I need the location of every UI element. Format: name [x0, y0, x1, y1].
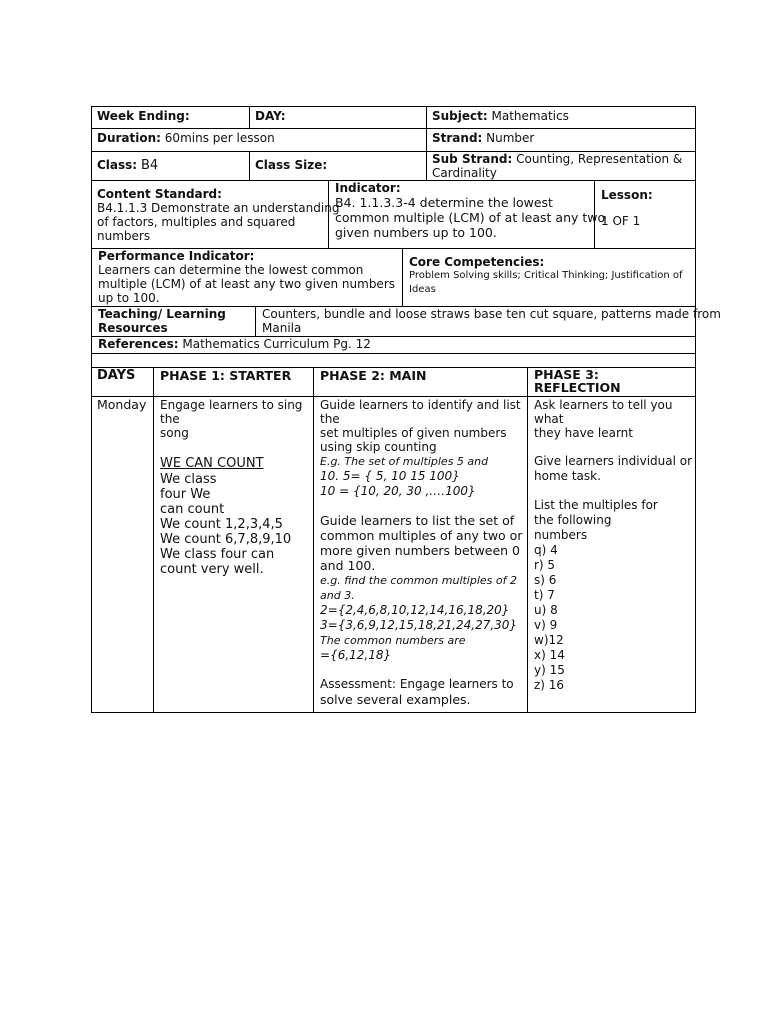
- week-ending-cell: [91, 106, 249, 129]
- sub-strand-value-cont: Cardinality: [432, 166, 497, 180]
- list-item: q) 4: [534, 543, 558, 557]
- resources-label-cont: Resources: [98, 321, 168, 335]
- song-line: We class: [160, 472, 217, 487]
- reflection-line: List the multiples for: [534, 498, 658, 512]
- main-example-line: 2={2,4,6,8,10,12,14,16,18,20}: [320, 603, 510, 617]
- sub-strand-label: Sub Strand:: [432, 152, 513, 166]
- strand-label: Strand:: [432, 131, 483, 145]
- class-label: Class:: [97, 158, 138, 172]
- list-item: y) 15: [534, 663, 565, 677]
- days-header-cell: [91, 368, 153, 397]
- main-cell: [313, 397, 527, 713]
- main-example-line: The common numbers are: [320, 634, 466, 647]
- list-item: r) 5: [534, 558, 556, 572]
- class-value: B4: [140, 158, 159, 173]
- references-cell: [91, 337, 696, 354]
- starter-intro-line: Engage learners to sing: [160, 398, 303, 412]
- song-line: can count: [160, 502, 225, 517]
- list-item: w)12: [534, 633, 564, 647]
- phase3-header-cont: REFLECTION: [534, 380, 621, 395]
- content-standard-cell: [91, 181, 340, 249]
- indicator-line: B4. 1.1.3.3-4 determine the lowest: [335, 195, 553, 210]
- duration-cell: [91, 129, 426, 152]
- class-cell: [91, 152, 249, 181]
- main-example-line: 10. 5= { 5, 10 15 100}: [320, 469, 460, 483]
- day-cell-monday: [91, 397, 153, 713]
- phase1-header-cell: [153, 368, 313, 397]
- core-competencies-label: Core Competencies:: [409, 255, 545, 269]
- main-example-line: 3={3,6,9,12,15,18,21,24,27,30}: [320, 618, 518, 632]
- starter-intro-line: the: [160, 412, 180, 426]
- resources-label: Teaching/ Learning: [98, 307, 226, 321]
- class-size-cell: [249, 152, 426, 181]
- indicator-label: Indicator:: [335, 181, 401, 195]
- list-item: x) 14: [534, 648, 565, 662]
- strand-cell: [426, 129, 696, 152]
- duration-value: 60mins per lesson: [164, 131, 275, 145]
- performance-indicator-line: multiple (LCM) of at least any two given numbers: [98, 277, 395, 291]
- performance-indicator-line: Learners can determine the lowest common: [98, 263, 364, 277]
- list-item: u) 8: [534, 603, 558, 617]
- core-competencies-line: Problem Solving skills; Critical Thinking; Justification of: [409, 270, 683, 281]
- spacer-row: [91, 354, 696, 368]
- main-instruction-line: Guide learners to list the set of: [320, 513, 515, 528]
- main-example-line: E.g. The set of multiples 5 and: [320, 455, 489, 468]
- indicator-line: common multiple (LCM) of at least any two: [335, 210, 606, 225]
- main-example-line: e.g. find the common multiples of 2: [320, 574, 517, 587]
- subject-cell: [426, 106, 696, 129]
- main-instruction-line: set multiples of given numbers: [320, 426, 507, 440]
- indicator-cell: [328, 181, 606, 249]
- main-instruction-line: common multiples of any two or: [320, 528, 523, 543]
- main-example-line: 10 = {10, 20, 30 ,….100}: [320, 484, 476, 498]
- references-value: Mathematics Curriculum Pg. 12: [182, 337, 371, 351]
- content-standard-line: numbers: [97, 229, 151, 243]
- duration-label: Duration:: [97, 131, 161, 145]
- reflection-line: what: [534, 412, 564, 426]
- strand-value: Number: [486, 131, 535, 145]
- song-line: count very well.: [160, 562, 264, 577]
- reflection-line: numbers: [534, 528, 588, 542]
- lesson-value: 1 OF 1: [601, 214, 641, 228]
- phase2-header: PHASE 2: MAIN: [320, 368, 427, 383]
- main-instruction-line: Guide learners to identify and list: [320, 398, 521, 412]
- main-instruction-line: using skip counting: [320, 440, 437, 454]
- core-competencies-line: Ideas: [409, 284, 436, 295]
- phase3-header-cell: [527, 368, 696, 397]
- reflection-line: the following: [534, 513, 612, 527]
- main-instruction-line: the: [320, 412, 340, 426]
- reflection-line: Ask learners to tell you: [534, 398, 673, 412]
- assessment-line: Assessment: Engage learners to: [320, 677, 514, 691]
- day-label: DAY:: [255, 109, 286, 123]
- list-item: z) 16: [534, 678, 565, 692]
- content-standard-line: of factors, multiples and squared: [97, 215, 296, 229]
- song-line: four We: [160, 487, 211, 502]
- day-cell: [249, 106, 426, 129]
- sub-strand-cell: [426, 152, 696, 181]
- song-line: We class four can: [160, 547, 275, 562]
- song-title: WE CAN COUNT: [160, 456, 264, 471]
- main-instruction-line: and 100.: [320, 558, 376, 573]
- starter-intro-line: song: [160, 426, 189, 440]
- reflection-cell: [527, 397, 696, 713]
- starter-cell: [153, 397, 313, 713]
- resources-line: Manila: [262, 321, 302, 335]
- phase3-header: PHASE 3:: [534, 367, 599, 382]
- main-example-line: and 3.: [320, 589, 355, 602]
- indicator-line: given numbers up to 100.: [335, 225, 497, 240]
- days-header: DAYS: [97, 368, 136, 383]
- main-example-line: ={6,12,18}: [320, 648, 392, 662]
- resources-label-cell: [91, 307, 255, 337]
- phase1-header: PHASE 1: STARTER: [160, 368, 292, 383]
- lesson-label: Lesson:: [601, 188, 653, 202]
- references-label: References:: [98, 337, 179, 351]
- reflection-line: Give learners individual or: [534, 454, 693, 468]
- content-standard-label: Content Standard:: [97, 187, 222, 201]
- core-competencies-cell: [402, 249, 696, 307]
- song-line: We count 6,7,8,9,10: [160, 532, 292, 547]
- performance-indicator-label: Performance Indicator:: [98, 249, 255, 263]
- phase2-header-cell: [313, 368, 527, 397]
- lesson-cell: [594, 181, 696, 249]
- day-value: Monday: [97, 397, 147, 412]
- resources-line: Counters, bundle and loose straws base ten cut square, patterns made from: [262, 307, 721, 321]
- class-size-label: Class Size:: [255, 158, 328, 172]
- subject-label: Subject:: [432, 109, 488, 123]
- list-item: v) 9: [534, 618, 558, 632]
- sub-strand-value: Counting, Representation &: [516, 152, 683, 166]
- reflection-line: they have learnt: [534, 426, 633, 440]
- performance-indicator-line: up to 100.: [98, 291, 160, 305]
- subject-value: Mathematics: [491, 109, 569, 123]
- main-instruction-line: more given numbers between 0: [320, 543, 520, 558]
- reflection-line: home task.: [534, 469, 601, 483]
- performance-indicator-cell: [91, 249, 402, 307]
- assessment-line: solve several examples.: [320, 692, 471, 707]
- list-item: s) 6: [534, 573, 557, 587]
- song-line: We count 1,2,3,4,5: [160, 517, 283, 532]
- resources-value-cell: [255, 307, 721, 337]
- list-item: t) 7: [534, 588, 555, 602]
- week-ending-label: Week Ending:: [97, 109, 190, 123]
- content-standard-line: B4.1.1.3 Demonstrate an understanding: [97, 201, 340, 215]
